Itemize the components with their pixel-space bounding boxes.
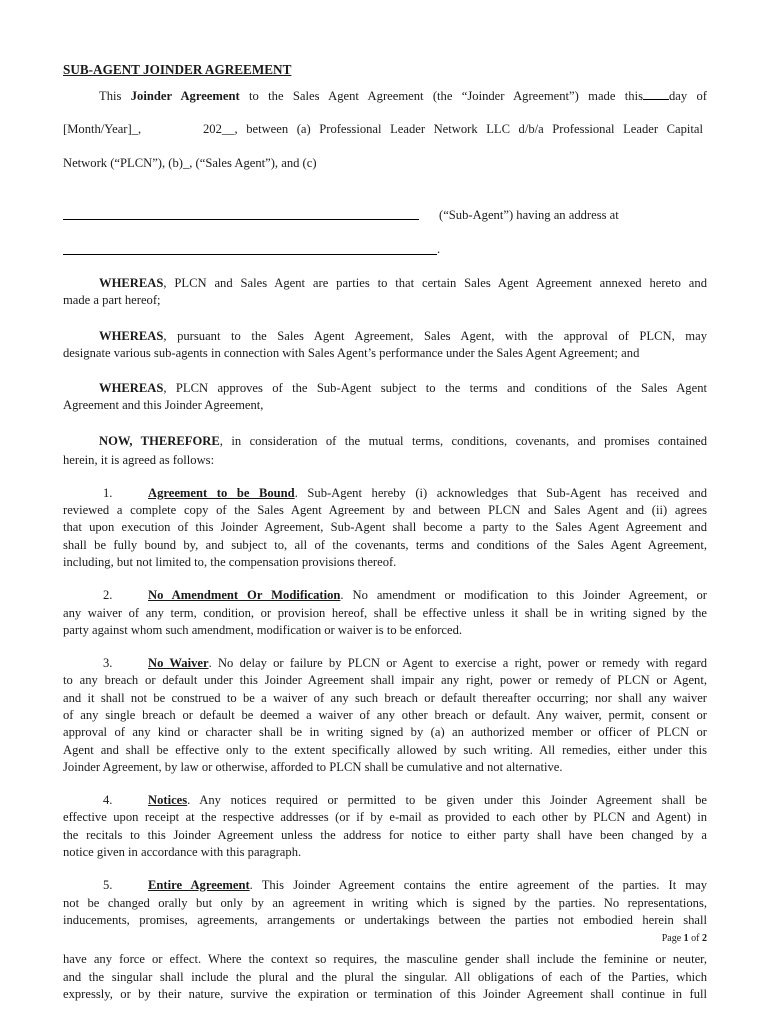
section-3-line-1: 3. No Waiver. No delay or failure by PLCN or Agent to exercise a right, power or remedy with regard: [103, 656, 707, 670]
recital-1-line-2: made a part hereof;: [63, 293, 161, 307]
section-5-continued-line-3: expressly, or by their nature, survive the expiration or termination of this Joinder Agreement shall continue in full: [63, 987, 707, 1001]
section-1-line-5: including, but not limited to, the compensation provisions thereof.: [63, 555, 397, 569]
section-1-line-4: shall be fully bound by, and subject to, all of the covenants, terms and conditions of the Sales Agent Agreement,: [63, 538, 707, 552]
section-3-heading: No Waiver: [148, 656, 209, 670]
section-4-line-2: effective upon receipt at the respective addresses (or if by e-mail as provided to each other by PLCN and Agent) in: [63, 810, 707, 824]
sub-agent-address-blank[interactable]: [63, 254, 437, 255]
section-2-heading: No Amendment Or Modification: [148, 588, 341, 602]
recital-2-line-1: WHEREAS, pursuant to the Sales Agent Agreement, Sales Agent, with the approval of PLCN, may: [99, 329, 707, 343]
day-blank[interactable]: [643, 87, 669, 100]
section-2-line-2: any waiver of any term, condition, or provision hereof, shall be effective unless it shall be in writing signed by the: [63, 606, 707, 620]
intro-line-4: (“Sub-Agent”) having an address at: [439, 208, 619, 222]
section-1-line-2: reviewed a complete copy of the Sales Agent Agreement by and between PLCN and Sales Agent and (ii) agrees: [63, 503, 707, 517]
section-1-line-1: 1. Agreement to be Bound. Sub-Agent hereby (i) acknowledges that Sub-Agent has received and: [103, 486, 707, 500]
document-title: SUB-AGENT JOINDER AGREEMENT: [63, 62, 292, 77]
intro-line-5-end: .: [437, 242, 441, 256]
section-4-line-1: 4. Notices. Any notices required or permitted to be given under this Joinder Agreement shall be: [103, 793, 707, 807]
page-number: Page 1 of 2: [661, 933, 707, 944]
section-1-line-3: that upon execution of this Joinder Agreement, Sub-Agent shall become a party to the Sales Agent Agreement and: [63, 520, 707, 534]
section-2-line-1: 2. No Amendment Or Modification. No amendment or modification to this Joinder Agreement, or: [103, 588, 707, 602]
intro-line-3: Network (“PLCN”), (b)_, (“Sales Agent”), and (c): [63, 156, 317, 170]
section-3-line-3: and it shall not be construed to be a waiver of any such breach or default thereafter occurring; nor shall any waiver: [63, 691, 707, 705]
section-3-line-4: of any single breach or default be deemed a waiver of any other breach or default. Any waiver, permit, consent or: [63, 708, 707, 722]
section-4-heading: Notices: [148, 793, 188, 807]
section-1-heading: Agreement to be Bound: [148, 486, 295, 500]
recital-1-line-1: WHEREAS, PLCN and Sales Agent are parties to that certain Sales Agent Agreement annexed hereto and: [99, 276, 707, 290]
recital-3-line-1: WHEREAS, PLCN approves of the Sub-Agent subject to the terms and conditions of the Sales Agent: [99, 381, 707, 395]
section-4-line-3: the recitals to this Joinder Agreement unless the address for notice to either party shall have been changed by a: [63, 828, 707, 842]
section-5-continued-line-2: and the singular shall include the plural and the plural the singular. All obligations of each of the Parties, which: [63, 970, 707, 984]
section-5-line-1: 5. Entire Agreement. This Joinder Agreement contains the entire agreement of the parties. It may: [103, 878, 707, 892]
section-5-line-2: not be changed orally but only by an agreement in writing which is signed by the parties. No representations,: [63, 896, 707, 910]
section-5-line-3: inducements, promises, agreements, arrangements or undertakings between the parties not embodied herein shall: [63, 913, 707, 927]
recital-2-line-2: designate various sub-agents in connection with Sales Agent’s performance under the Sales Agent Agreement; and: [63, 346, 640, 360]
section-4-line-4: notice given in accordance with this paragraph.: [63, 845, 302, 859]
section-3-line-7: Joinder Agreement, by law or otherwise, afforded to PLCN shall be cumulative and not alternative.: [63, 760, 563, 774]
sub-agent-name-blank[interactable]: [63, 219, 419, 220]
intro-line-1: This Joinder Agreement to the Sales Agent Agreement (the “Joinder Agreement”) made this day of: [99, 89, 708, 103]
section-3-line-6: Agent and shall be effective only to the extent specifically allowed by such writing. All remedies, either under this: [63, 743, 707, 757]
section-5-heading: Entire Agreement: [148, 878, 250, 892]
recital-4-line-2: herein, it is agreed as follows:: [63, 453, 215, 467]
section-2-line-3: party against whom such amendment, modification or waiver is to be enforced.: [63, 623, 463, 637]
section-3-line-5: approval of any kind or character shall be in writing signed by (a) an authorized member or officer of PLCN or: [63, 725, 707, 739]
intro-line-2: [Month/Year]_, 202__, between (a) Professional Leader Network LLC d/b/a Professional Leader Capital: [63, 122, 703, 136]
section-5-continued-line-1: have any force or effect. Where the context so requires, the masculine gender shall include the feminine or neuter,: [63, 952, 707, 966]
section-3-line-2: to any breach or default under this Joinder Agreement shall impair any right, power or remedy of PLCN or Agent,: [63, 673, 707, 687]
recital-3-line-2: Agreement and this Joinder Agreement,: [63, 398, 264, 412]
recital-4-line-1: NOW, THEREFORE, in consideration of the mutual terms, conditions, covenants, and promises contained: [99, 434, 707, 448]
